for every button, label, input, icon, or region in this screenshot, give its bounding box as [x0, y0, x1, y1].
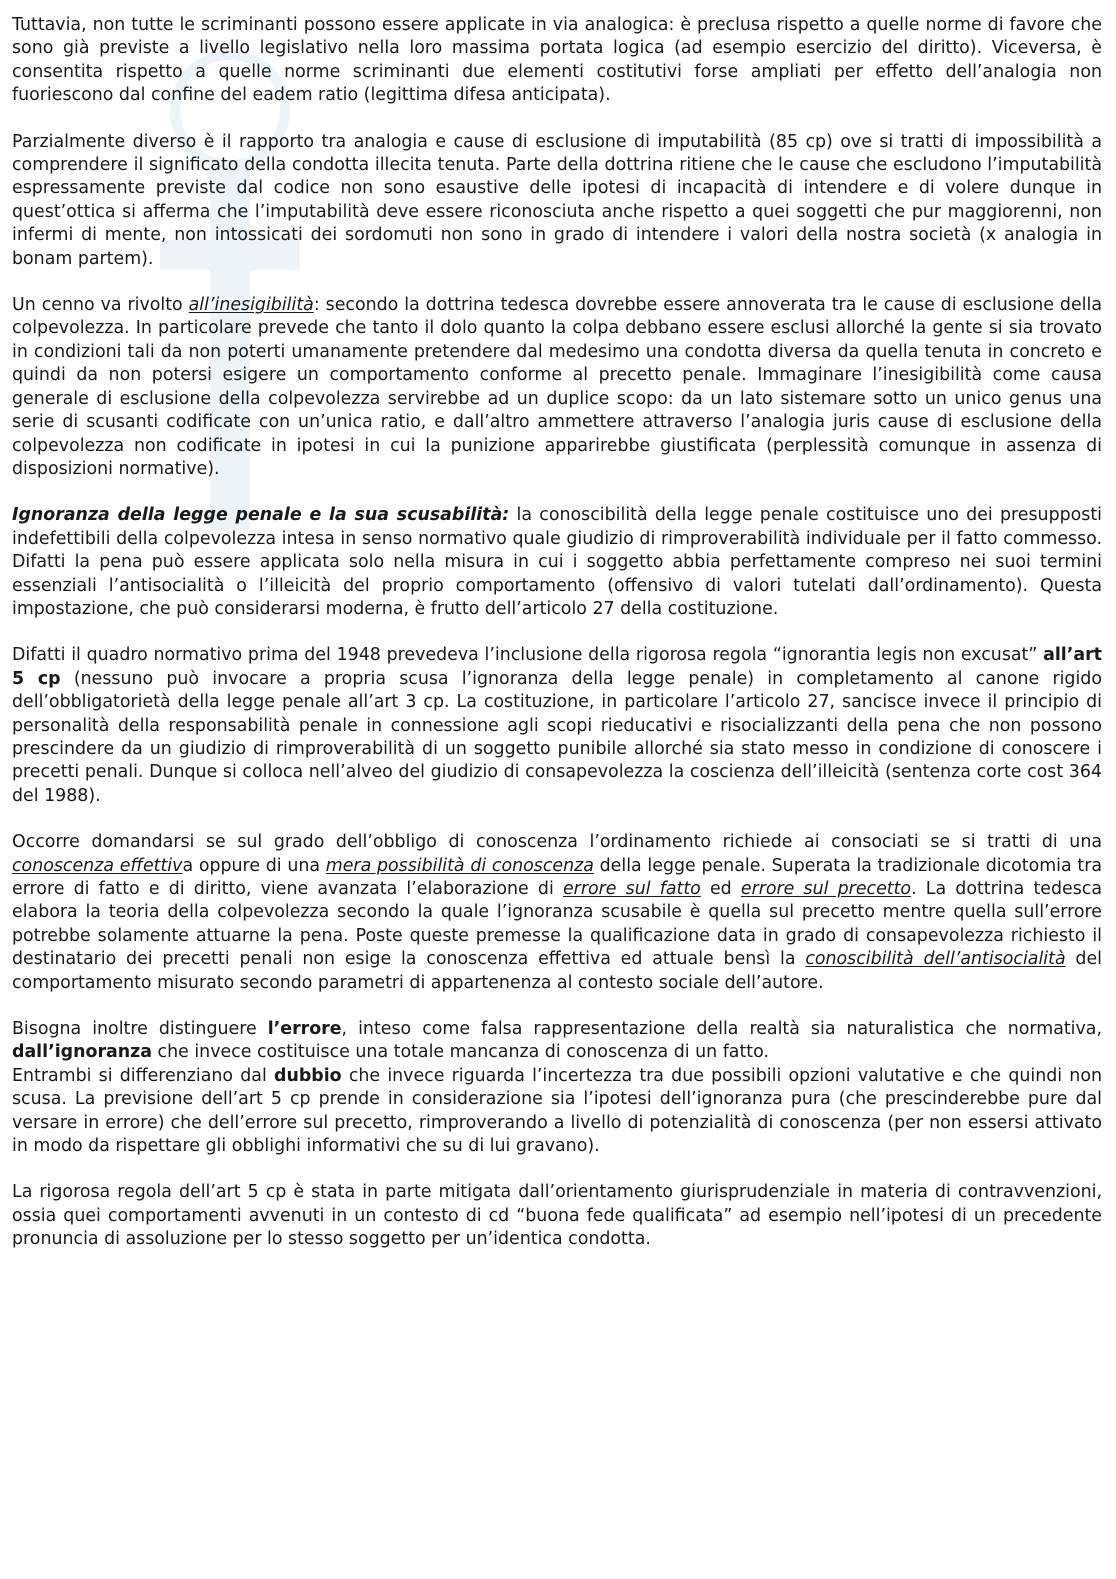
text-segment: Bisogna inoltre distinguere [12, 1019, 268, 1040]
paragraph-buona-fede [12, 1181, 1102, 1251]
underlined-term-errore-sul-fatto: errore sul fatto [562, 879, 701, 899]
text-segment: ed [700, 879, 741, 899]
text-segment: Difatti il quadro normativo prima del 1948 prevedeva l’inclusione della rigorosa regola “ignorantia legis non excusat” [12, 645, 1044, 666]
text-segment: Occorre domandarsi se sul grado dell’obbligo di conoscenza l’ordinamento richiede ai consociati se si tratti di una [12, 832, 1102, 853]
bold-term-errore: l’errore [267, 1019, 342, 1040]
paragraph-text: Parzialmente diverso è il rapporto tra analogia e cause di esclusione di imputabilità (85 cp) ove si tratti di impossibilità a comprendere il significato della condotta illecita tenuta. Parte della dottrina ritiene che le cause che escludono l’imputabilità espressamente previste dal codice non sono esaustive delle ipotesi di incapacità di intendere e di volere dunque in quest’ottica si afferma che l’imputabilità deve essere riconosciuta anche rispetto a quei soggetti che pur maggiorenni, non infermi di mente, non intossicati dei sordomuti non sono in grado di intendere i valori della nostra società (x analogia in bonam partem). [12, 131, 1102, 269]
paragraph-errore-ignoranza [12, 1018, 1102, 1065]
text-segment: Un cenno va rivolto [12, 295, 189, 316]
text-segment: che invece riguarda l’incertezza tra due possibili opzioni valutative e che quindi non scusa. La previsione dell’art 5 cp prende in considerazione sia l’ipotesi dell’ignoranza pura (che prescinderebbe pure dal versare in errore) che dell’errore sul precetto, rimproverando a livello di potenzialità di conoscenza (per non essersi attivato in modo da rispettare gli obblighi informativi che su di lui gravano). [12, 1065, 1102, 1157]
paragraph-ignoranza-legge-penale [12, 504, 1102, 621]
bold-term-art5: all’art 5 cp [12, 645, 1102, 689]
text-segment: (nessuno può invocare a propria scusa l’ignoranza della legge penale) in completamento al canone rigido dell’obbligatorietà della legge penale all’art 3 cp. La costituzione, in particolare l’articolo 27, sancisce invece il principio di personalità della responsabilità penale in connessione agli scopi rieducativi e risocializzanti della pena che non possono prescindere da un giudizio di rimproverabilità di un soggetto punibile allorché sia stato messo in condizione di conoscere i precetti penali. Dunque si colloca nell’alveo del giudizio di consapevolezza la coscienza dell’illeicità (sentenza corte cost 364 del 1988). [12, 668, 1102, 806]
underlined-term-conoscenza-effettiva: conoscenza effettiv [12, 855, 183, 876]
paragraph-dubbio [12, 1065, 1102, 1159]
underlined-term-inesigibilita: all’inesigibilità [188, 295, 314, 316]
bold-term-dubbio: dubbio [274, 1065, 342, 1086]
paragraph-imputabilita [12, 131, 1102, 271]
underlined-term-mera-possibilita: mera possibilità di conoscenza [325, 855, 594, 876]
text-segment: che invece costituisce una totale mancanza di conoscenza di un fatto. [152, 1042, 769, 1063]
paragraph-quadro-normativo [12, 644, 1102, 808]
text-segment: della legge penale. Superata la tradizionale dicotomia tra errore di fatto e di diritto, viene avanzata l’elaborazione di [12, 855, 1102, 899]
text-segment: , inteso come falsa rappresentazione della realtà sia naturalistica che normativa, [341, 1019, 1102, 1040]
text-segment: a oppure di una [182, 855, 326, 876]
text-segment: del comportamento misurato secondo parametri di appartenenza al contesto sociale dell’autore. [12, 949, 1102, 993]
paragraph-inesigibilita [12, 294, 1102, 481]
text-segment: . La dottrina tedesca elabora la teoria della colpevolezza secondo la quale l’ignoranza scusabile è quella sul precetto mentre quella sull’errore potrebbe solamente attuarne la pena. Poste queste premesse la qualificazione data in grado di consapevolezza richiesto il destinatario dei precetti penali non esige la conoscenza effettiva ed attuale bensì la [12, 879, 1102, 970]
paragraph-scriminanti-analogia [12, 14, 1102, 108]
text-segment: : secondo la dottrina tedesca dovrebbe essere annoverata tra le cause di esclusione della colpevolezza. In particolare prevede che tanto il dolo quanto la colpa debbano essere esclusi allorché la gente si sia trovato in condizioni tali da non poterti umanamente pretendere dal medesimo una condotta diversa da quella tenuta in concreto e quindi da non potersi esigere un comportamento conforme al precetto penale. Immaginare l’inesigibilità come causa generale di esclusione della colpevolezza servirebbe ad un duplice scopo: da un lato sistemare sotto un unico genus una serie di scusanti codificate con un’unica ratio, e dall’altro ammettere attraverso l’analogia juris cause di esclusione della colpevolezza non codificate in ipotesi in cui la punizione apparirebbe giustificata (perplessità comunque in assenza di disposizioni normative). [12, 295, 1102, 479]
text-segment: la conoscibilità della legge penale costituisce uno dei presupposti indefettibili della colpevolezza intesa in senso normativo quale giudizio di rimproverabilità individuale per il fatto commesso. Difatti la pena può essere applicata solo nella misura in cui i soggetto abbia perfettamente compreso nei suoi termini essenziali l’antisocialità o l’illeicità del proprio comportamento (offensivo di valori tutelati dall’ordinamento). Questa impostazione, che può considerarsi moderna, è frutto dell’articolo 27 della costituzione. [12, 505, 1103, 619]
underlined-term-errore-sul-precetto: errore sul precetto [740, 879, 912, 899]
bold-term-ignoranza: dall’ignoranza [12, 1042, 152, 1063]
text-segment: Entrambi si differenziano dal [12, 1065, 274, 1086]
document-page [12, 14, 1102, 1275]
paragraph-obbligo-conoscenza [12, 831, 1102, 995]
underlined-term-conoscibilita: conoscibilità dell’antisocialità [805, 949, 1066, 970]
paragraph-text: Tuttavia, non tutte le scriminanti possono essere applicate in via analogica: è preclusa rispetto a quelle norme di favore che sono già previste a livello legislativo nella loro massima portata logica (ad esempio esercizio del diritto). Viceversa, è consentita rispetto a quelle norme scriminanti due elementi costitutivi forse ampliati per effetto dell’analogia non fuoriescono dal confine del eadem ratio (legittima difesa anticipata). [12, 15, 1102, 106]
section-heading-ignoranza: Ignoranza della legge penale e la sua scusabilità: [12, 505, 510, 526]
paragraph-text: La rigorosa regola dell’art 5 cp è stata in parte mitigata dall’orientamento giurisprudenziale in materia di contravvenzioni, ossia quei comportamenti avvenuti in un contesto di cd “buona fede qualificata” ad esempio nell’ipotesi di un precedente pronuncia di assoluzione per lo stesso soggetto per un’identica condotta. [12, 1182, 1102, 1250]
